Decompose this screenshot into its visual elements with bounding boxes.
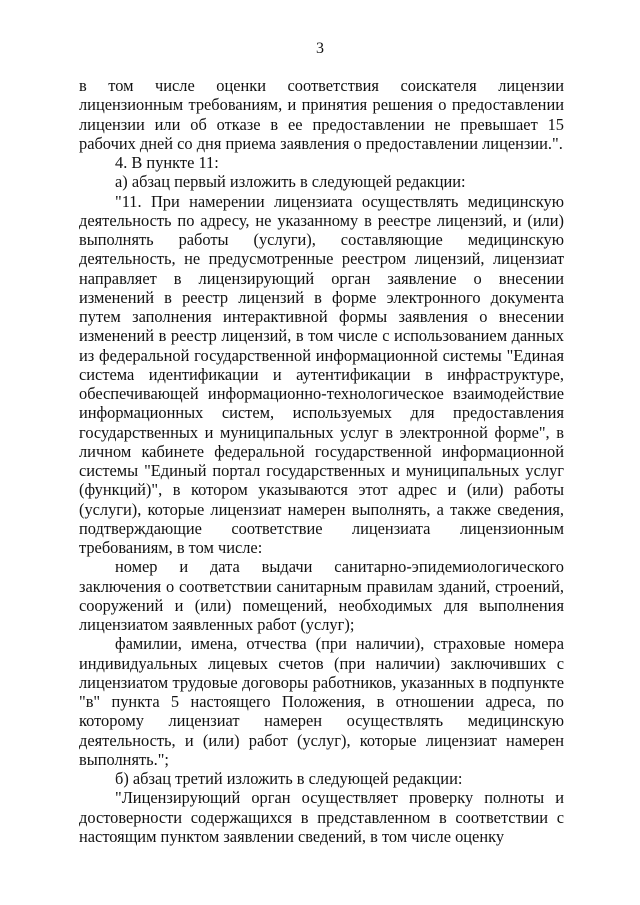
- paragraph-item-4: 4. В пункте 11:: [115, 153, 219, 172]
- paragraph-subitem-a: а) абзац первый изложить в следующей редакции:: [115, 172, 466, 192]
- paragraph-licensing-check: "Лицензирующий орган осуществляет проверку полноты и достоверности содержащихся в представленном в соответствии с настоящим пунктом заявлении сведений, в том числе оценку: [79, 788, 564, 846]
- paragraph-sanitary-conclusion: номер и дата выдачи санитарно-эпидемиологического заключения о соответствии санитарным правилам зданий, строений, сооружений и (или) помещений, необходимых для выполнения лицензиатом заявленных работ (услуг);: [79, 557, 564, 634]
- paragraph-continuation: в том числе оценки соответствия соискателя лицензии лицензионным требованиям, и принятия решения о предоставлении лицензии или об отказе в ее предоставлении не превышает 15 рабочих дней со дня приема заявления о предоставлении лицензии.".: [79, 76, 564, 153]
- document-body: [79, 76, 564, 846]
- page-number: 3: [316, 40, 324, 57]
- paragraph-subitem-b: б) абзац третий изложить в следующей редакции:: [115, 769, 463, 788]
- paragraph-clause-11: "11. При намерении лицензиата осуществлять медицинскую деятельность по адресу, не указанному в реестре лицензий, и (или) выполнять работы (услуги), составляющие медицинскую деятельность, не предусмотренные реестром лицензий, лицензиат направляет в лицензирующий орган заявление о внесении изменений в реестр лицензий в форме электронного документа путем заполнения интерактивной формы заявления о внесении изменений в реестр лицензий, в том числе с использованием данных из федеральной государственной информационной системы "Единая система идентификации и аутентификации в инфраструктуре, обеспечивающей информационно-технологическое взаимодействие информационных систем, используемых для предоставления государственных и муниципальных услуг в электронной форме", в личном кабинете федеральной государственной информационной системы "Единый портал государственных и муниципальных услуг (функций)", в котором указываются этот адрес и (или) работы (услуги), которые лицензиат намерен выполнять, а также сведения, подтверждающие соответствие лицензиата лицензионным требованиям, в том числе:: [79, 191, 564, 557]
- paragraph-employees: фамилии, имена, отчества (при наличии), страховые номера индивидуальных лицевых счетов (при наличии) заключивших с лицензиатом трудовые договоры работников, указанных в подпункте "в" пункта 5 настоящего Положения, в отношении адреса, по которому лицензиат намерен осуществлять медицинскую деятельность, и (или) работ (услуг), которые лицензиат намерен выполнять.";: [79, 634, 564, 769]
